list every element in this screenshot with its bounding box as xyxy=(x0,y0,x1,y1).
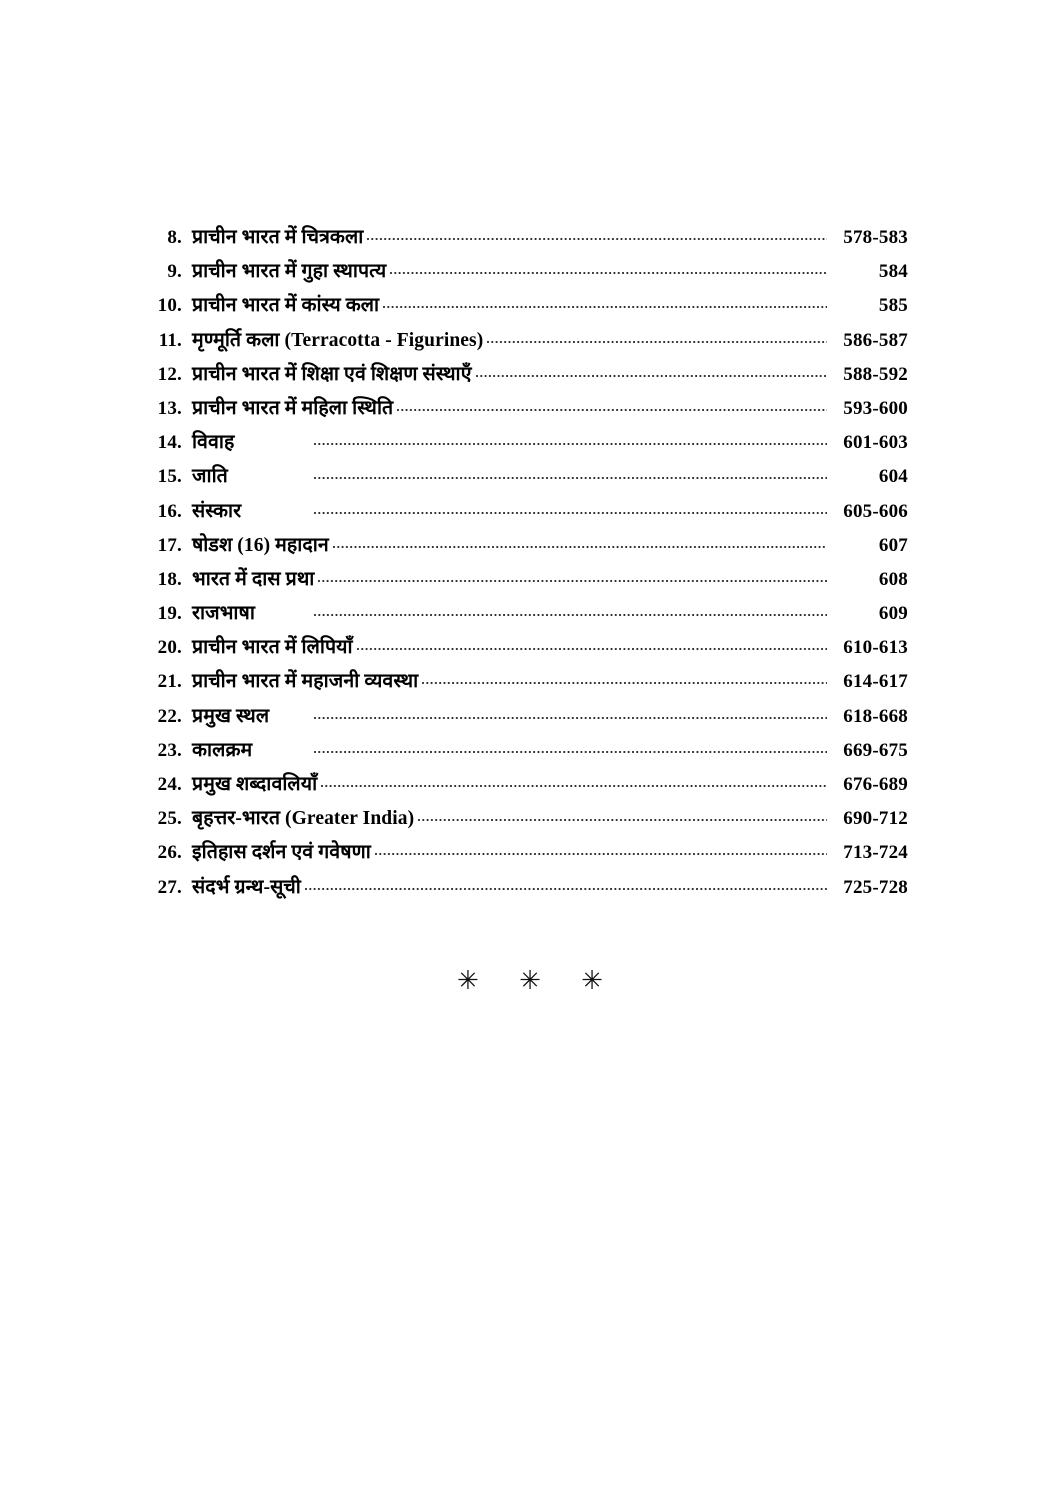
toc-entry-page-range: 669-675 xyxy=(843,739,908,761)
toc-entry-page-range: 578-583 xyxy=(843,227,908,248)
toc-entry-title: प्राचीन भारत में लिपियाँ xyxy=(192,637,353,659)
toc-entry-title: संस्कार xyxy=(192,500,242,522)
toc-entry-title: प्राचीन भारत में शिक्षा एवं शिक्षण संस्थाएँ xyxy=(192,363,472,385)
toc-entry-number: 9. xyxy=(167,261,182,283)
toc-entry-number: 21. xyxy=(157,671,182,693)
toc-dot-leader xyxy=(321,771,827,791)
toc-entry-number: 19. xyxy=(157,603,182,625)
toc-entry-number: 24. xyxy=(157,774,182,795)
toc-entry-number: 10. xyxy=(157,295,182,317)
toc-dot-leader xyxy=(422,668,827,688)
toc-entry-title: कालक्रम xyxy=(192,739,253,761)
toc-entry[interactable] xyxy=(148,256,908,290)
toc-entry-title: प्रमुख स्थल xyxy=(192,705,270,727)
toc-entry-page-range: 608 xyxy=(878,568,908,590)
toc-dot-leader xyxy=(375,839,827,859)
toc-entry-page-range: 593-600 xyxy=(843,397,908,419)
toc-entry-number: 12. xyxy=(157,363,182,385)
toc-entry-number: 8. xyxy=(167,227,182,248)
toc-entry-title: राजभाषा xyxy=(192,603,255,625)
toc-entry[interactable] xyxy=(148,564,908,598)
toc-entry-title: इतिहास दर्शन एवं गवेषणा xyxy=(192,842,371,864)
toc-dot-leader xyxy=(487,326,827,346)
toc-entry[interactable] xyxy=(148,530,908,564)
toc-entry-page-range: 601-603 xyxy=(843,432,908,454)
toc-entry[interactable] xyxy=(148,222,908,256)
toc-dot-leader xyxy=(314,463,827,483)
toc-entry[interactable] xyxy=(148,325,908,359)
toc-entry[interactable] xyxy=(148,872,908,906)
toc-dot-leader xyxy=(314,429,827,449)
toc-dot-leader xyxy=(383,292,827,312)
toc-entry-title: प्राचीन भारत में चित्रकला xyxy=(192,227,364,248)
toc-entry-page-range: 676-689 xyxy=(843,774,908,795)
toc-entry-page-range: 585 xyxy=(878,295,908,317)
toc-entry-title: षोडश (16) महादान xyxy=(192,534,329,556)
toc-entry-page-range: 614-617 xyxy=(843,671,908,693)
toc-entry-page-range: 607 xyxy=(878,534,908,556)
toc-dot-leader xyxy=(305,873,827,893)
toc-entry-page-range: 610-613 xyxy=(843,637,908,659)
toc-entry-title: प्रमुख शब्दावलियाँ xyxy=(192,774,318,795)
toc-entry-number: 14. xyxy=(157,432,182,454)
toc-dot-leader xyxy=(357,634,827,654)
toc-entry-title: भारत में दास प्रथा xyxy=(192,568,315,590)
toc-entry-page-range: 713-724 xyxy=(843,842,908,864)
toc-entry-title: प्राचीन भारत में कांस्य कला xyxy=(192,295,380,317)
toc-dot-leader xyxy=(314,702,827,722)
toc-entry[interactable] xyxy=(148,803,908,837)
toc-dot-leader xyxy=(367,224,827,244)
toc-dot-leader xyxy=(476,360,827,380)
toc-entry[interactable] xyxy=(148,632,908,666)
toc-entry-page-range: 725-728 xyxy=(843,876,908,898)
toc-entry-number: 20. xyxy=(157,637,182,659)
toc-entry[interactable] xyxy=(148,359,908,393)
toc-entry-page-range: 604 xyxy=(878,466,908,488)
toc-entry-page-range: 584 xyxy=(878,261,908,283)
toc-entry-page-range: 605-606 xyxy=(843,500,908,522)
toc-entry-number: 17. xyxy=(157,534,182,556)
table-of-contents-list xyxy=(148,222,908,906)
toc-dot-leader xyxy=(333,531,827,551)
toc-entry-number: 22. xyxy=(157,705,182,727)
toc-entry-number: 23. xyxy=(157,739,182,761)
toc-entry-page-range: 609 xyxy=(878,603,908,625)
toc-entry[interactable] xyxy=(148,290,908,324)
toc-entry-number: 25. xyxy=(157,808,182,830)
toc-entry-page-range: 588-592 xyxy=(843,363,908,385)
toc-entry-title: बृहत्तर-भारत (Greater India) xyxy=(192,808,415,830)
toc-entry[interactable] xyxy=(148,427,908,461)
toc-entry-title: प्राचीन भारत में महिला स्थिति xyxy=(192,397,394,419)
toc-dot-leader xyxy=(390,258,827,278)
end-of-section-ornament: ✳ ✳ ✳ xyxy=(457,966,619,996)
toc-entry[interactable] xyxy=(148,701,908,735)
toc-dot-leader xyxy=(397,394,827,414)
toc-entry-page-range: 586-587 xyxy=(843,329,908,351)
toc-entry[interactable] xyxy=(148,496,908,530)
toc-entry-number: 27. xyxy=(157,876,182,898)
toc-entry[interactable] xyxy=(148,837,908,871)
toc-entry[interactable] xyxy=(148,769,908,803)
toc-dot-leader xyxy=(314,600,827,620)
toc-entry[interactable] xyxy=(148,598,908,632)
toc-entry-page-range: 690-712 xyxy=(843,808,908,830)
toc-dot-leader xyxy=(318,565,827,585)
toc-entry-number: 18. xyxy=(157,568,182,590)
toc-entry-title: संदर्भ ग्रन्थ-सूची xyxy=(192,876,301,898)
toc-entry-page-range: 618-668 xyxy=(843,705,908,727)
toc-entry-title: प्राचीन भारत में गुहा स्थापत्य xyxy=(192,261,387,283)
toc-entry-title: मृण्मूर्ति कला (Terracotta - Figurines) xyxy=(192,329,484,351)
toc-entry-title: प्राचीन भारत में महाजनी व्यवस्था xyxy=(192,671,419,693)
toc-entry-number: 15. xyxy=(157,466,182,488)
toc-entry[interactable] xyxy=(148,461,908,495)
toc-entry-number: 13. xyxy=(157,397,182,419)
toc-entry[interactable] xyxy=(148,393,908,427)
toc-dot-leader xyxy=(418,805,827,825)
toc-dot-leader xyxy=(314,736,827,756)
toc-entry[interactable] xyxy=(148,735,908,769)
toc-entry-number: 16. xyxy=(157,500,182,522)
toc-entry-number: 26. xyxy=(157,842,182,864)
toc-entry-title: विवाह xyxy=(192,432,235,454)
toc-entry-title: जाति xyxy=(192,466,228,488)
toc-entry-number: 11. xyxy=(158,329,182,351)
toc-entry[interactable] xyxy=(148,666,908,700)
toc-dot-leader xyxy=(314,497,827,517)
